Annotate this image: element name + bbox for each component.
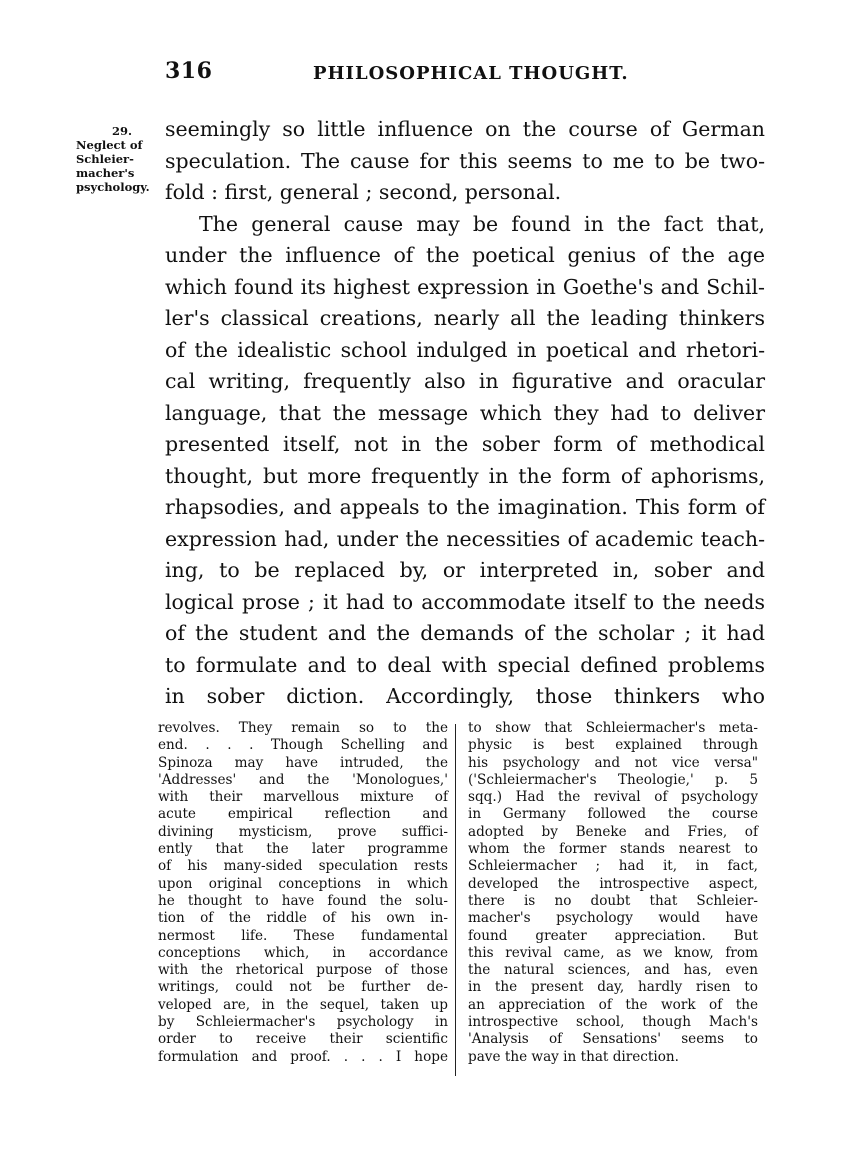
footnote-line: acute empirical reflection and [158,806,448,823]
footnote-line: this revival came, as we know, from [468,944,758,961]
footnote-line: pave the way in that direction. [468,1048,679,1065]
column-divider [455,724,456,1076]
margin-note [76,124,162,194]
footnote-column-right [468,720,758,1066]
body-line: under the influence of the poetical genius of the age [165,243,765,267]
body-line: ing, to be replaced by, or interpreted in, sober and [165,558,765,582]
footnote-line: adopted by Beneke and Fries, of [468,823,758,840]
footnote-line: Schleiermacher ; had it, in fact, [468,858,758,875]
footnote-line: his psychology and not vice versa" [468,754,758,771]
margin-note-section-number: 29. [112,124,133,138]
body-line: fold : first, general ; second, personal. [165,180,562,204]
footnote-line: formulation and proof. . . . I hope [158,1048,448,1065]
footnote-line: tion of the riddle of his own in- [158,910,448,927]
body-line: in sober diction. Accordingly, those thinkers who [165,684,765,708]
footnote-line: to show that Schleiermacher's meta- [468,720,758,736]
footnote-line: macher's psychology would have [468,910,758,927]
footnote-line: veloped are, in the sequel, taken up [158,996,448,1013]
body-line: of the idealistic school indulged in poetical and rhetori- [165,337,765,362]
body-line: ler's classical creations, nearly all the leading thinkers [165,306,765,330]
margin-note-line: macher's [76,166,135,180]
body-text [165,114,765,713]
body-line: seemingly so little influence on the course of German [165,117,765,141]
footnote-line: in Germany followed the course [468,806,758,823]
footnote-line: with their marvellous mixture of [158,789,448,806]
footnote-line: developed the introspective aspect, [468,875,758,892]
margin-note-line: Schleier- [76,152,134,166]
body-line: which found its highest expression in Goethe's and Schil- [165,274,765,299]
footnote-line: conceptions which, in accordance [158,944,448,961]
footnote-line: physic is best explained through [468,737,758,754]
body-line: of the student and the demands of the scholar ; it had [165,621,765,645]
body-line: logical prose ; it had to accommodate itself to the needs [165,589,765,614]
margin-note-line: Neglect of [76,138,143,152]
footnote-line: there is no doubt that Schleier- [468,892,758,909]
footnote-line: ('Schleiermacher's Theologie,' p. 5 [468,771,758,788]
body-line: cal writing, frequently also in figurative and oracular [165,369,765,393]
body-line: to formulate and to deal with special defined problems [165,652,765,677]
footnote-line: of his many-sided speculation rests [158,858,448,875]
footnote-line: 'Addresses' and the 'Monologues,' [158,771,448,788]
footnote-line: an appreciation of the work of the [468,996,758,1013]
running-head [165,58,765,90]
footnote-line: Spinoza may have intruded, the [158,754,448,771]
body-line: language, that the message which they had to deliver [165,400,765,425]
body-line: presented itself, not in the sober form of methodical [165,432,765,456]
footnote-line: writings, could not be further de- [158,979,448,996]
body-line: speculation. The cause for this seems to me to be two- [165,148,765,173]
footnote-line: in the present day, hardly risen to [468,979,758,996]
footnote-line: sqq.) Had the revival of psychology [468,789,758,806]
footnote-line: by Schleiermacher's psychology in [158,1014,448,1031]
footnote-line: found greater appreciation. But [468,927,758,944]
footnote-line: revolves. They remain so to the [158,720,448,736]
footnote-line: upon original conceptions in which [158,875,448,892]
body-line: rhapsodies, and appeals to the imagination. This form of [165,495,765,519]
page-number: 316 [165,58,213,84]
footnote-line: with the rhetorical purpose of those [158,962,448,979]
body-line: expression had, under the necessities of academic teach- [165,526,765,551]
footnote-line: order to receive their scientific [158,1031,448,1048]
footnote-line: end. . . . Though Schelling and [158,737,448,754]
footnote-line: he thought to have found the solu- [158,892,448,909]
running-title: PHILOSOPHICAL THOUGHT. [313,63,629,84]
footnote-line: introspective school, though Mach's [468,1014,758,1031]
body-line: thought, but more frequently in the form of aphorisms, [165,463,765,488]
footnote-line: 'Analysis of Sensations' seems to [468,1031,758,1048]
margin-note-line: psychology. [76,180,150,194]
footnote-line: the natural sciences, and has, even [468,962,758,979]
footnote-line: nermost life. These fundamental [158,927,448,944]
footnote-line: divining mysticism, prove suffici- [158,823,448,840]
footnote-line: ently that the later programme [158,841,448,858]
footnote-column-left [158,720,448,1066]
footnotes [158,720,762,1090]
body-line: The general cause may be found in the fact that, [199,211,765,236]
footnote-line: whom the former stands nearest to [468,841,758,858]
